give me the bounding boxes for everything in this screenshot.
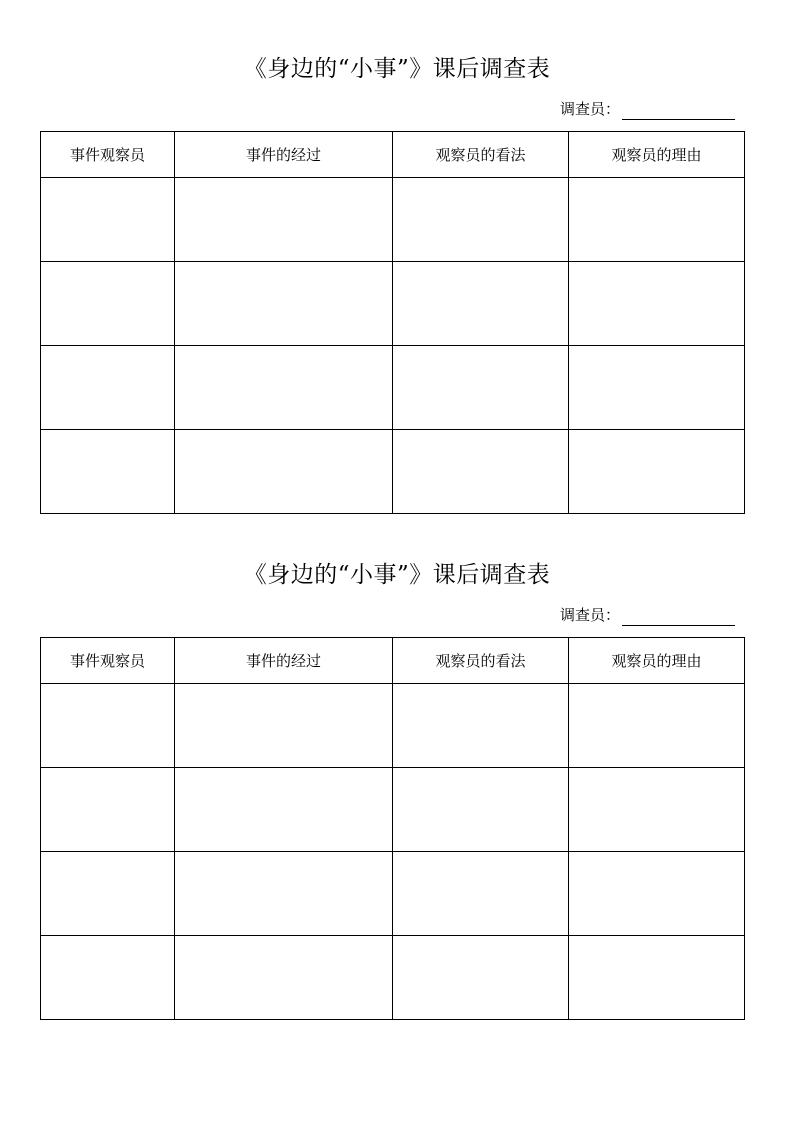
investigator-field	[560, 98, 735, 120]
table-cell[interactable]	[41, 684, 175, 768]
table-cell[interactable]	[175, 936, 393, 1020]
table-row	[41, 346, 745, 430]
table-cell[interactable]	[393, 768, 569, 852]
table-cell[interactable]	[41, 936, 175, 1020]
table-row	[41, 936, 745, 1020]
table-cell[interactable]	[41, 262, 175, 346]
investigator-field	[560, 604, 735, 626]
table-cell[interactable]	[175, 178, 393, 262]
table-cell[interactable]	[569, 430, 745, 514]
column-header-observer: 事件观察员	[41, 132, 175, 178]
table-cell[interactable]	[569, 346, 745, 430]
table-cell[interactable]	[175, 768, 393, 852]
investigator-label: 调查员：	[560, 606, 621, 624]
column-header-event-process: 事件的经过	[175, 638, 393, 684]
column-header-observer-reason: 观察员的理由	[569, 638, 745, 684]
table-row	[41, 430, 745, 514]
table-row	[41, 262, 745, 346]
table-cell[interactable]	[393, 936, 569, 1020]
table-cell[interactable]	[175, 262, 393, 346]
table-cell[interactable]	[569, 852, 745, 936]
table-header-row	[41, 132, 745, 178]
column-header-observer-opinion: 观察员的看法	[393, 132, 569, 178]
form-title: 《身边的“小事”》课后调查表	[243, 562, 551, 588]
table-cell[interactable]	[41, 178, 175, 262]
table-cell[interactable]	[393, 430, 569, 514]
table-cell[interactable]	[393, 346, 569, 430]
table-cell[interactable]	[569, 178, 745, 262]
table-row	[41, 852, 745, 936]
table-header-row	[41, 638, 745, 684]
survey-table	[40, 637, 745, 1020]
table-row	[41, 768, 745, 852]
table-cell[interactable]	[175, 684, 393, 768]
column-header-observer-reason: 观察员的理由	[569, 132, 745, 178]
survey-table	[40, 131, 745, 514]
table-cell[interactable]	[393, 852, 569, 936]
table-cell[interactable]	[393, 684, 569, 768]
investigator-label: 调查员：	[560, 100, 621, 118]
table-cell[interactable]	[569, 262, 745, 346]
table-row	[41, 684, 745, 768]
table-cell[interactable]	[41, 346, 175, 430]
table-cell[interactable]	[41, 768, 175, 852]
investigator-blank-line[interactable]	[622, 100, 735, 120]
table-cell[interactable]	[393, 178, 569, 262]
table-cell[interactable]	[569, 768, 745, 852]
table-cell[interactable]	[175, 346, 393, 430]
column-header-event-process: 事件的经过	[175, 132, 393, 178]
table-cell[interactable]	[175, 430, 393, 514]
investigator-blank-line[interactable]	[622, 606, 735, 626]
table-row	[41, 178, 745, 262]
column-header-observer: 事件观察员	[41, 638, 175, 684]
column-header-observer-opinion: 观察员的看法	[393, 638, 569, 684]
table-cell[interactable]	[41, 852, 175, 936]
table-cell[interactable]	[393, 262, 569, 346]
table-cell[interactable]	[569, 684, 745, 768]
table-cell[interactable]	[569, 936, 745, 1020]
table-cell[interactable]	[175, 852, 393, 936]
table-cell[interactable]	[41, 430, 175, 514]
form-title: 《身边的“小事”》课后调查表	[243, 56, 551, 82]
